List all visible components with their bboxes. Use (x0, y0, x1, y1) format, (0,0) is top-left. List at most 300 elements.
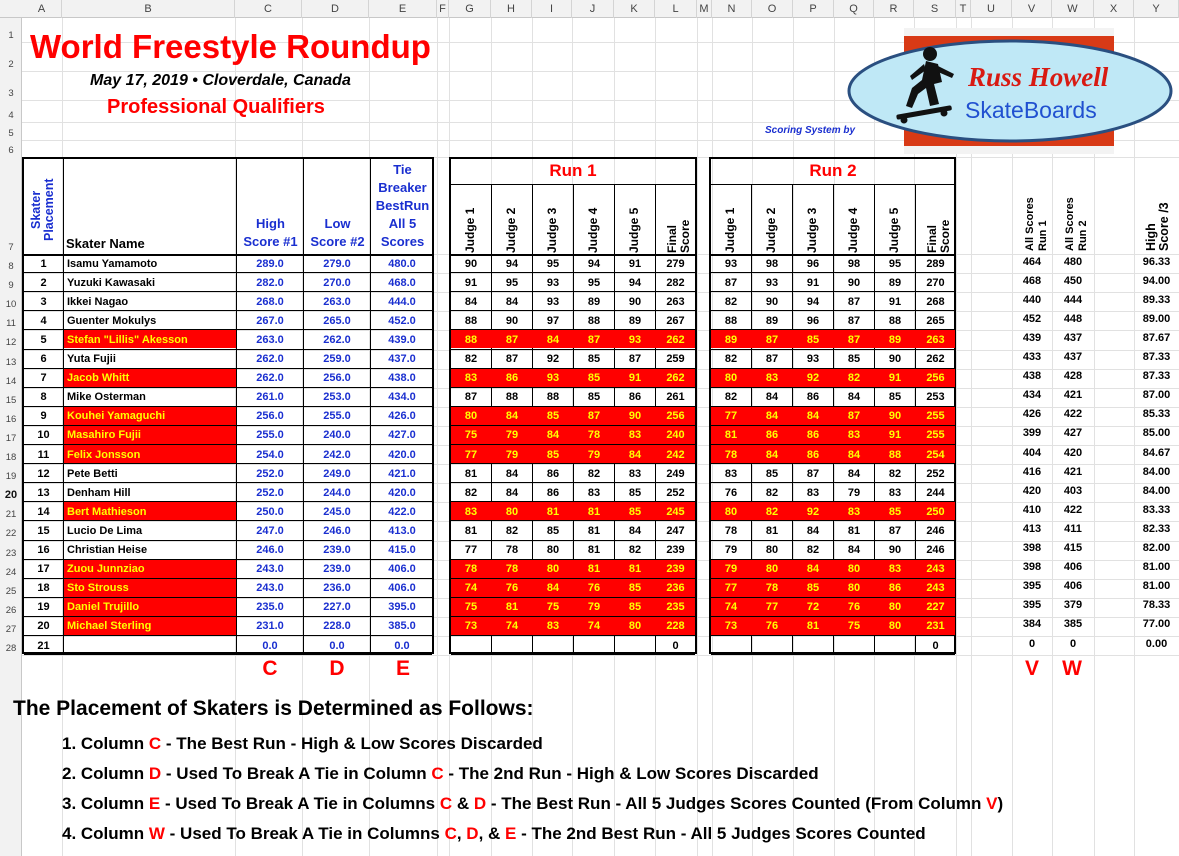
judge-score-cell: 79 (587, 601, 601, 614)
judge-score-cell: 84 (847, 467, 861, 480)
skater-name-cell[interactable]: Kouhei Yamaguchi (67, 410, 166, 423)
judge-score-cell: 92 (546, 353, 560, 366)
tie-breaker-cell: 406.0 (388, 582, 416, 595)
tie-breaker-cell: 480.0 (388, 257, 416, 270)
judge-score-cell: 78 (505, 563, 519, 576)
judge-score-cell: 93 (724, 257, 738, 270)
judge-score-cell: 74 (505, 620, 519, 633)
judge-score-cell: 95 (505, 276, 519, 289)
final-score-cell: 255 (926, 429, 945, 442)
judge-score-cell: 78 (724, 524, 738, 537)
judge-score-cell: 81 (806, 620, 820, 633)
judge-score-cell: 90 (628, 295, 642, 308)
judge-score-cell: 85 (546, 524, 560, 537)
judge-score-cell: 90 (888, 544, 902, 557)
row-header-10[interactable]: 10 (5, 299, 17, 311)
judge-score-cell: 87 (587, 333, 601, 346)
rule-1 (62, 734, 543, 754)
high-score-third-cell: 89.00 (1142, 312, 1171, 325)
judge-score-cell: 82 (847, 372, 861, 385)
rule-text: - The 2nd Run - High & Low Scores Discarded (443, 764, 819, 783)
rules-title: The Placement of Skaters is Determined as Follows: (13, 697, 534, 720)
low-score-cell: 236.0 (323, 582, 351, 595)
low-score-cell: 259.0 (323, 353, 351, 366)
high-score-cell: 256.0 (256, 410, 284, 423)
low-score-cell: 242.0 (323, 448, 351, 461)
column-header-c[interactable]: C (235, 0, 302, 18)
judge-score-cell: 87 (628, 353, 642, 366)
final-score-cell: 231 (926, 620, 945, 633)
placement-cell: 5 (40, 333, 47, 346)
skater-name-cell[interactable]: Mike Osterman (67, 391, 146, 404)
placement-cell: 4 (40, 314, 47, 327)
judge-score-cell: 90 (888, 410, 902, 423)
final-score-cell: 265 (926, 314, 945, 327)
judge-score-cell: 82 (806, 544, 820, 557)
judge-score-cell: 89 (724, 333, 738, 346)
all-scores-run2-cell: 403 (1063, 484, 1083, 497)
high-score-header (237, 159, 304, 251)
all-scores-run1-cell: 452 (1022, 312, 1042, 325)
column-header-l[interactable]: L (655, 0, 697, 18)
row-header-16[interactable]: 16 (5, 413, 17, 425)
judge-score-cell: 87 (847, 314, 861, 327)
scoring-system-label: Scoring System by (765, 125, 856, 136)
judge-score-cell: 75 (464, 429, 478, 442)
row-header-25[interactable]: 25 (5, 585, 17, 597)
judge-score-cell: 80 (888, 620, 902, 633)
judge-score-cell: 79 (847, 486, 861, 499)
judge-score-cell: 81 (628, 563, 642, 576)
row-header-7[interactable]: 7 (8, 242, 14, 253)
run2-table (709, 157, 956, 654)
judge-score-cell: 73 (724, 620, 738, 633)
high-score-cell: 262.0 (256, 372, 284, 385)
column-header-u[interactable]: U (971, 0, 1012, 18)
skater-name-cell[interactable]: Bert Mathieson (67, 505, 147, 518)
judge-score-cell (875, 636, 915, 655)
judge-score-cell: 95 (546, 257, 560, 270)
row-header-12[interactable]: 12 (5, 337, 17, 349)
rule-column-letter: E (505, 824, 517, 843)
final-score-cell: 242 (666, 448, 685, 461)
judge-header-4: Judge 4 (586, 207, 600, 253)
all-scores-run1-cell: 420 (1022, 484, 1042, 497)
rule-column-letter: C (148, 734, 162, 753)
low-score-cell: 240.0 (323, 429, 351, 442)
judge-score-cell: 87 (888, 524, 902, 537)
row-header-2[interactable]: 2 (8, 59, 14, 70)
judge-score-cell: 97 (546, 314, 560, 327)
skater-name-cell[interactable]: Ikkei Nagao (67, 295, 129, 308)
column-letter-c: C (262, 657, 278, 680)
row-header-18[interactable]: 18 (5, 452, 17, 464)
row-header-22[interactable]: 22 (5, 528, 17, 540)
judge-score-cell: 90 (505, 314, 519, 327)
judge-score-cell: 90 (464, 257, 478, 270)
column-header-b[interactable]: B (62, 0, 235, 18)
skater-name-cell[interactable]: Isamu Yamamoto (67, 257, 158, 270)
column-header-f[interactable]: F (437, 0, 449, 18)
judge-score-cell: 85 (628, 601, 642, 614)
rule-column-letter: C (439, 794, 453, 813)
row-header-28[interactable]: 28 (5, 643, 17, 655)
final-score-cell: 228 (666, 620, 685, 633)
high-score-third-cell: 94.00 (1142, 274, 1171, 287)
russ-howell-logo[interactable] (846, 24, 1174, 158)
judge-score-cell: 86 (765, 429, 779, 442)
column-header-v[interactable]: V (1012, 0, 1052, 18)
all-scores-run1-cell: 410 (1022, 503, 1042, 516)
all-scores-run2-cell: 420 (1063, 446, 1083, 459)
judge-score-cell: 82 (724, 353, 738, 366)
judge-score-cell (574, 636, 614, 655)
final-score-cell: 256 (926, 372, 945, 385)
row-header-9[interactable]: 9 (8, 280, 14, 292)
rule-column-letter: C (444, 824, 457, 843)
judge-score-cell: 85 (888, 391, 902, 404)
judge-score-cell: 74 (587, 620, 601, 633)
placement-cell: 6 (40, 353, 47, 366)
judge-score-cell: 94 (587, 257, 601, 270)
column-header-t[interactable]: T (956, 0, 971, 18)
low-score-cell: 256.0 (323, 372, 351, 385)
judge-score-cell: 88 (505, 391, 519, 404)
row-header-17[interactable]: 17 (5, 432, 17, 444)
judge-score-cell: 81 (464, 467, 478, 480)
judge-score-cell (492, 636, 532, 655)
judge-score-cell: 84 (546, 429, 560, 442)
judge-score-cell: 90 (847, 276, 861, 289)
judge-score-cell: 87 (587, 410, 601, 423)
placement-cell: 1 (40, 257, 47, 270)
column-header-y[interactable]: Y (1134, 0, 1179, 18)
skater-name-cell[interactable]: Jacob Whitt (67, 372, 130, 385)
row-header-19[interactable]: 19 (5, 471, 17, 483)
all-scores-run2-cell: 406 (1063, 580, 1083, 593)
judge-score-cell: 84 (505, 467, 519, 480)
all-scores-run2-cell: 379 (1063, 599, 1083, 612)
row-header-5[interactable]: 5 (8, 128, 14, 139)
judge-score-cell (834, 636, 874, 655)
high-score-cell: 243.0 (256, 563, 284, 576)
final-score-cell: 261 (666, 391, 685, 404)
final-score-cell: 236 (666, 582, 685, 595)
row-header-11[interactable]: 11 (6, 318, 16, 330)
judge-score-cell: 84 (546, 582, 560, 595)
column-header-i[interactable]: I (532, 0, 572, 18)
final-score-cell: 270 (926, 276, 945, 289)
placement-cell: 7 (40, 372, 47, 385)
rule-column-letter: D (148, 764, 162, 783)
judge-score-cell: 81 (587, 544, 601, 557)
judge-score-cell: 76 (505, 582, 519, 595)
rule-column-letter: W (148, 824, 165, 843)
judge-score-cell: 84 (628, 524, 642, 537)
column-header-m[interactable]: M (697, 0, 712, 18)
judge-score-cell: 84 (806, 410, 820, 423)
row-header-1[interactable]: 1 (8, 30, 14, 41)
judge-score-cell: 84 (505, 410, 519, 423)
rule-4 (62, 824, 926, 844)
skater-name-cell[interactable]: Stefan "Lillis" Akesson (67, 333, 188, 346)
final-score-cell: 243 (926, 563, 945, 576)
high-score-cell: 0.0 (262, 639, 278, 652)
skater-name-cell[interactable]: Pete Betti (67, 467, 118, 480)
judge-score-cell: 84 (847, 391, 861, 404)
final-score-cell: 263 (926, 333, 945, 346)
placement-header: Skater Placement (29, 178, 56, 242)
judge-score-cell: 83 (765, 372, 779, 385)
row-header-26[interactable]: 26 (5, 604, 17, 616)
column-header-h[interactable]: H (491, 0, 532, 18)
low-score-cell: 270.0 (323, 276, 351, 289)
judge-score-cell: 79 (724, 563, 738, 576)
skater-name-cell[interactable]: Guenter Mokulys (67, 314, 157, 327)
column-header-p[interactable]: P (793, 0, 834, 18)
column-header-r[interactable]: R (874, 0, 914, 18)
run2-title: Run 2 (809, 161, 857, 180)
column-header-k[interactable]: K (614, 0, 655, 18)
all-scores-run1-header: All Scores Run 1 (1024, 197, 1049, 251)
row-header-20[interactable]: 20 (4, 489, 18, 502)
row-header-4[interactable]: 4 (8, 110, 14, 121)
gridline-vertical (697, 18, 698, 856)
high-score-third-cell: 87.33 (1142, 351, 1171, 364)
judge-score-cell: 79 (724, 544, 738, 557)
final-score-cell: 246 (926, 544, 945, 557)
final-score-cell: 250 (926, 505, 945, 518)
judge-score-cell: 84 (505, 295, 519, 308)
row-header-6[interactable]: 6 (8, 145, 14, 156)
column-header-d[interactable]: D (302, 0, 369, 18)
judge-header-5: Judge 5 (887, 207, 901, 253)
final-score-cell: 252 (666, 486, 685, 499)
judge-score-cell: 93 (546, 276, 560, 289)
judge-score-cell: 86 (806, 391, 820, 404)
tie-breaker-cell: 420.0 (388, 448, 416, 461)
skater-name-cell[interactable]: Felix Jonsson (67, 448, 141, 461)
judge-score-cell: 98 (847, 257, 861, 270)
final-score-cell: 252 (926, 467, 945, 480)
judge-score-cell: 82 (724, 295, 738, 308)
skater-name-cell[interactable]: Daniel Trujillo (67, 601, 140, 614)
tie-breaker-header-line: All 5 (388, 216, 417, 231)
final-score-cell: 243 (926, 582, 945, 595)
skater-name-cell[interactable]: Yuta Fujii (67, 353, 116, 366)
judge-header-1: Judge 1 (723, 207, 737, 253)
judge-score-cell: 80 (888, 601, 902, 614)
tie-breaker-cell: 438.0 (388, 372, 416, 385)
high-score-third-cell: 81.00 (1142, 580, 1171, 593)
judge-score-cell: 80 (546, 563, 560, 576)
high-score-cell: 252.0 (256, 486, 284, 499)
all-scores-run1-cell: 395 (1022, 580, 1042, 593)
judge-score-cell: 74 (464, 582, 478, 595)
row-header-13[interactable]: 13 (5, 356, 17, 368)
column-header-q[interactable]: Q (834, 0, 874, 18)
high-score-third-cell: 89.33 (1142, 293, 1171, 306)
row-header-23[interactable]: 23 (5, 547, 17, 559)
skater-name-cell[interactable]: Yuzuki Kawasaki (67, 276, 156, 289)
high-score-third-cell: 85.00 (1142, 427, 1171, 440)
judge-score-cell: 79 (505, 448, 519, 461)
low-score-cell: 244.0 (323, 486, 351, 499)
column-header-bar (0, 0, 1179, 18)
judge-score-cell: 77 (464, 448, 478, 461)
skater-name-cell[interactable]: Zuou Junnziao (67, 563, 145, 576)
judge-score-cell: 80 (847, 563, 861, 576)
skater-name-cell[interactable]: Denham Hill (67, 486, 131, 499)
judge-score-cell: 85 (628, 505, 642, 518)
row-header-21[interactable]: 21 (5, 509, 17, 521)
column-header-a[interactable]: A (22, 0, 62, 18)
skater-name-cell[interactable]: Sto Strouss (67, 582, 129, 595)
column-header-j[interactable]: J (572, 0, 614, 18)
judge-score-cell: 80 (847, 582, 861, 595)
all-scores-run2-cell: 415 (1063, 542, 1083, 555)
column-letter-v: V (1024, 657, 1039, 680)
final-score-cell: 0 (932, 639, 939, 652)
judge-score-cell: 81 (724, 429, 738, 442)
high-score-third-cell: 87.67 (1142, 331, 1171, 344)
placement-cell: 20 (37, 620, 50, 633)
placement-cell: 14 (37, 505, 50, 518)
judge-score-cell (711, 636, 751, 655)
all-scores-run1-cell: 399 (1022, 427, 1042, 440)
skater-name-cell[interactable]: Lucio De Lima (67, 524, 143, 537)
judge-score-cell: 88 (888, 314, 902, 327)
judge-score-cell: 82 (765, 505, 779, 518)
all-scores-run1-cell: 426 (1022, 408, 1042, 421)
all-scores-run1-cell: 404 (1022, 446, 1042, 459)
judge-score-cell: 80 (628, 620, 642, 633)
logo-graphic (846, 24, 1174, 158)
final-score-cell: 246 (926, 524, 945, 537)
skater-name-cell[interactable]: Michael Sterling (67, 620, 152, 633)
tie-breaker-cell: 452.0 (388, 314, 416, 327)
judge-score-cell: 87 (847, 295, 861, 308)
judge-score-cell: 81 (464, 524, 478, 537)
rule-text: - The 2nd Best Run - All 5 Judges Scores Counted (516, 824, 926, 843)
all-scores-run1-cell: 398 (1022, 561, 1042, 574)
judge-score-cell: 82 (765, 486, 779, 499)
judge-score-cell: 91 (888, 295, 902, 308)
judge-header-3: Judge 3 (545, 207, 559, 253)
tie-breaker-cell: 413.0 (388, 524, 416, 537)
judge-score-cell: 80 (724, 372, 738, 385)
final-score-cell: 279 (666, 257, 685, 270)
judge-score-cell: 88 (464, 314, 478, 327)
rule-column-letter: E (148, 794, 161, 813)
tie-breaker-cell: 422.0 (388, 505, 416, 518)
skater-name-header: Skater Name (66, 236, 145, 251)
final-score-header: Final Score (665, 219, 692, 253)
judge-score-cell: 87 (464, 391, 478, 404)
column-header-s[interactable]: S (914, 0, 956, 18)
judge-score-cell: 87 (765, 333, 779, 346)
tie-breaker-header-line: Tie (393, 162, 412, 177)
all-scores-run1-cell: 395 (1022, 599, 1042, 612)
judge-score-cell: 84 (546, 333, 560, 346)
gridline-horizontal (22, 655, 1179, 656)
judge-score-cell: 81 (765, 524, 779, 537)
judge-score-cell: 84 (628, 448, 642, 461)
placement-cell: 10 (37, 429, 50, 442)
judge-score-cell: 76 (587, 582, 601, 595)
row-header-bar (0, 18, 22, 856)
row-header-27[interactable]: 27 (5, 623, 17, 635)
column-header-x[interactable]: X (1094, 0, 1134, 18)
all-scores-run2-cell: 480 (1063, 255, 1083, 268)
section-title: Professional Qualifiers (107, 96, 325, 118)
column-header-n[interactable]: N (712, 0, 752, 18)
final-score-cell: 247 (666, 524, 685, 537)
final-score-cell: 253 (926, 391, 945, 404)
judge-score-cell: 75 (546, 601, 560, 614)
column-letter-w: W (1062, 657, 1082, 680)
row-header-14[interactable]: 14 (5, 375, 17, 387)
final-score-cell: 239 (666, 544, 685, 557)
rule-text: - The Best Run - All 5 Judges Scores Counted (From Column (486, 794, 987, 813)
skater-name-cell[interactable]: Christian Heise (67, 544, 148, 557)
row-header-3[interactable]: 3 (8, 88, 14, 99)
row-header-24[interactable]: 24 (5, 566, 17, 578)
judge-score-cell: 94 (806, 295, 820, 308)
low-score-cell: 239.0 (323, 544, 351, 557)
judge-score-cell: 86 (546, 486, 560, 499)
all-scores-run2-cell: 437 (1063, 331, 1083, 344)
judge-score-cell: 98 (765, 257, 779, 270)
skater-name-cell[interactable]: Masahiro Fujii (67, 429, 141, 442)
row-header-15[interactable]: 15 (5, 394, 17, 406)
skater-name-cell[interactable] (64, 636, 236, 655)
row-header-8[interactable]: 8 (8, 261, 14, 273)
column-header-e[interactable]: E (369, 0, 437, 18)
column-header-g[interactable]: G (449, 0, 491, 18)
placement-cell: 16 (37, 544, 50, 557)
judge-score-cell: 83 (546, 620, 560, 633)
judge-score-cell: 74 (724, 601, 738, 614)
judge-score-cell: 90 (628, 410, 642, 423)
low-score-cell: 262.0 (323, 333, 351, 346)
column-header-o[interactable]: O (752, 0, 793, 18)
final-score-cell: 262 (926, 353, 945, 366)
judge-score-cell: 91 (464, 276, 478, 289)
tie-breaker-cell: 437.0 (388, 353, 416, 366)
column-header-w[interactable]: W (1052, 0, 1094, 18)
high-score-third-header: High Score /3 (1144, 202, 1171, 251)
judge-score-cell: 81 (546, 505, 560, 518)
judge-score-cell: 91 (888, 372, 902, 385)
judge-score-cell: 85 (587, 353, 601, 366)
all-scores-run2-cell: 385 (1063, 618, 1083, 631)
high-score-cell: 252.0 (256, 467, 284, 480)
judge-score-cell: 82 (505, 524, 519, 537)
judge-score-cell: 91 (888, 429, 902, 442)
judge-score-cell: 84 (847, 448, 861, 461)
all-scores-table (1012, 157, 1179, 654)
judge-score-cell: 83 (847, 505, 861, 518)
all-scores-run2-cell: 450 (1063, 274, 1083, 287)
rule-text: - Used To Break A Tie in Columns (160, 794, 440, 813)
high-score-third-cell: 81.00 (1142, 561, 1171, 574)
judge-score-cell: 83 (464, 505, 478, 518)
judge-score-cell: 78 (765, 582, 779, 595)
judge-score-cell: 87 (847, 410, 861, 423)
judge-score-cell: 82 (888, 467, 902, 480)
judge-score-cell: 77 (724, 582, 738, 595)
